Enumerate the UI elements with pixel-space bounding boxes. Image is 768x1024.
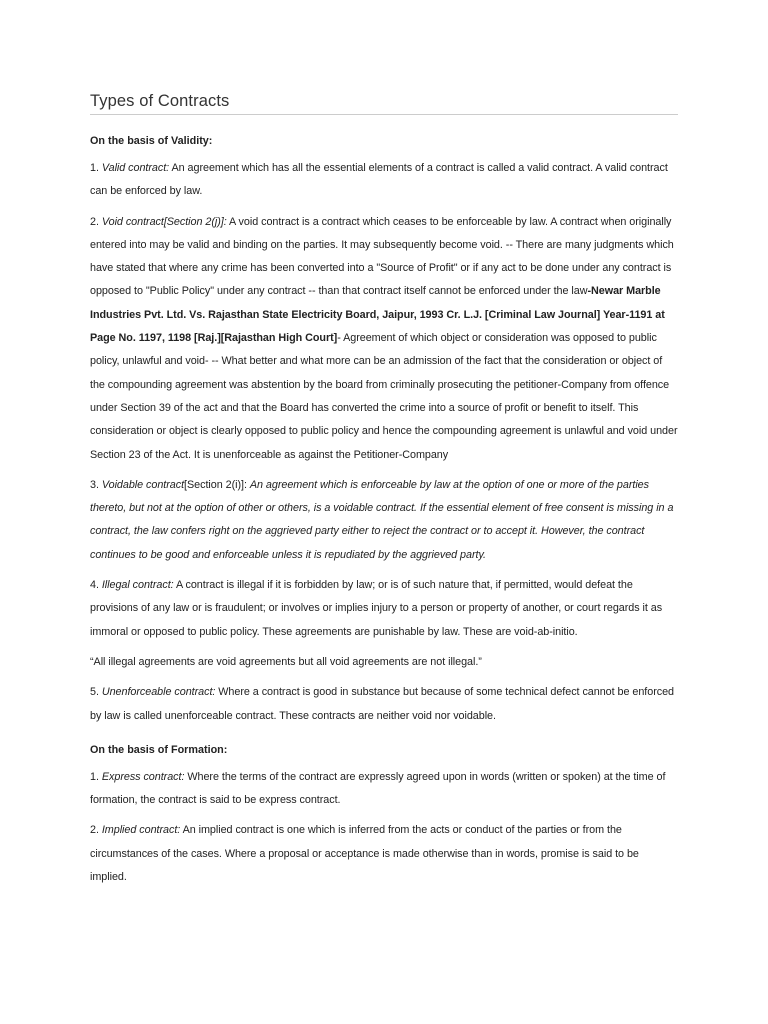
valid-contract-text: An agreement which has all the essential elements of a contract is called a valid contract. A valid contract can be enforced by law. <box>90 162 668 198</box>
illegal-contract-term: Illegal contract: <box>101 579 174 592</box>
unenforceable-contract-term: Unenforceable contract: <box>101 686 216 699</box>
express-contract-term: Express contract: <box>101 770 185 783</box>
illegal-contract-text: A contract is illegal if it is forbidden by law; or is of such nature that, if permitted, would defeat the provisions of any law or is fraudulent; or involves or implies injury to a person or property of another, or court regards it as immoral or opposed to public policy. These agreements are punishable by law. These are void-ab-initio. <box>90 579 663 638</box>
void-contract-number: 2. <box>90 215 102 228</box>
valid-contract-paragraph <box>90 157 678 204</box>
voidable-contract-section: [Section 2(i)]: <box>184 478 250 491</box>
void-contract-paragraph <box>90 211 678 467</box>
express-contract-number: 1. <box>90 770 102 783</box>
void-contract-text-continued: - Agreement of which object or consideration was opposed to public policy, unlawful and void- -- What better and what more can be an admission of the fact that the consideration or object of the compounding agreement was abstention by the board from criminally prosecuting the petitioner-Company from offence under Section 39 of the act and that the Board has converted the crime into a source of profit or benefit to itself. This consideration or object is clearly opposed to public policy and hence the compounding agreement is unlawful and void under Section 23 of the Act. It is unenforceable as against the Petitioner-Company <box>90 332 678 461</box>
implied-contract-paragraph <box>90 819 678 889</box>
voidable-contract-text: An agreement which is enforceable by law at the option of one or more of the parties thereto, but not at the option of other or others, is a voidable contract. If the essential element of free consent is missing in a contract, the law confers right on the aggrieved party either to reject the contract or to accept it. However, the contract continues to be good and enforceable unless it is repudiated by the aggrieved party. <box>90 478 674 561</box>
void-contract-text: A void contract is a contract which ceases to be enforceable by law. A contract when originally entered into may be valid and binding on the parties. It may subsequently become void. -- There are many judgments which have stated that where any crime has been converted into a "Source of Profit" or if any act to be done under any contract is opposed to "Public Policy" under any contract -- than that contract itself cannot be enforced under the law <box>90 215 674 298</box>
unenforceable-contract-number: 5. <box>90 686 102 699</box>
void-contract-term: Void contract[Section 2(j)]: <box>101 215 227 228</box>
illegal-contract-number: 4. <box>90 579 102 592</box>
voidable-contract-term: Voidable contract <box>101 478 185 491</box>
voidable-contract-number: 3. <box>90 478 102 491</box>
unenforceable-contract-text: Where a contract is good in substance but because of some technical defect cannot be enforced by law is called unenforceable contract. These contracts are neither void nor voidable. <box>90 686 674 722</box>
validity-heading: On the basis of Validity: <box>90 135 213 147</box>
illegal-contract-paragraph <box>90 574 678 644</box>
implied-contract-term: Implied contract: <box>101 824 181 837</box>
voidable-contract-paragraph <box>90 474 678 567</box>
page-title: Types of Contracts <box>90 92 678 115</box>
implied-contract-number: 2. <box>90 824 102 837</box>
unenforceable-contract-paragraph <box>90 681 678 728</box>
valid-contract-term: Valid contract: <box>101 162 170 174</box>
illegal-void-quote: “All illegal agreements are void agreements but all void agreements are not illegal.” <box>90 655 482 668</box>
express-contract-paragraph <box>90 766 678 813</box>
void-contract-citation: -Newar Marble Industries Pvt. Ltd. Vs. Rajasthan State Electricity Board, Jaipur, 1993 Cr. L.J. [Criminal Law Journal] Year-1191 at Page No. 1197, 1198 [Raj.][Rajasthan High Court] <box>90 285 665 345</box>
implied-contract-text: An implied contract is one which is inferred from the acts or conduct of the parties or from the circumstances of the cases. Where a proposal or acceptance is made otherwise than in words, promise is said to be implied. <box>90 824 639 884</box>
express-contract-text: Where the terms of the contract are expressly agreed upon in words (written or spoken) at the time of formation, the contract is said to be express contract. <box>90 770 666 807</box>
valid-contract-number: 1. <box>90 162 102 174</box>
formation-heading: On the basis of Formation: <box>90 743 228 756</box>
